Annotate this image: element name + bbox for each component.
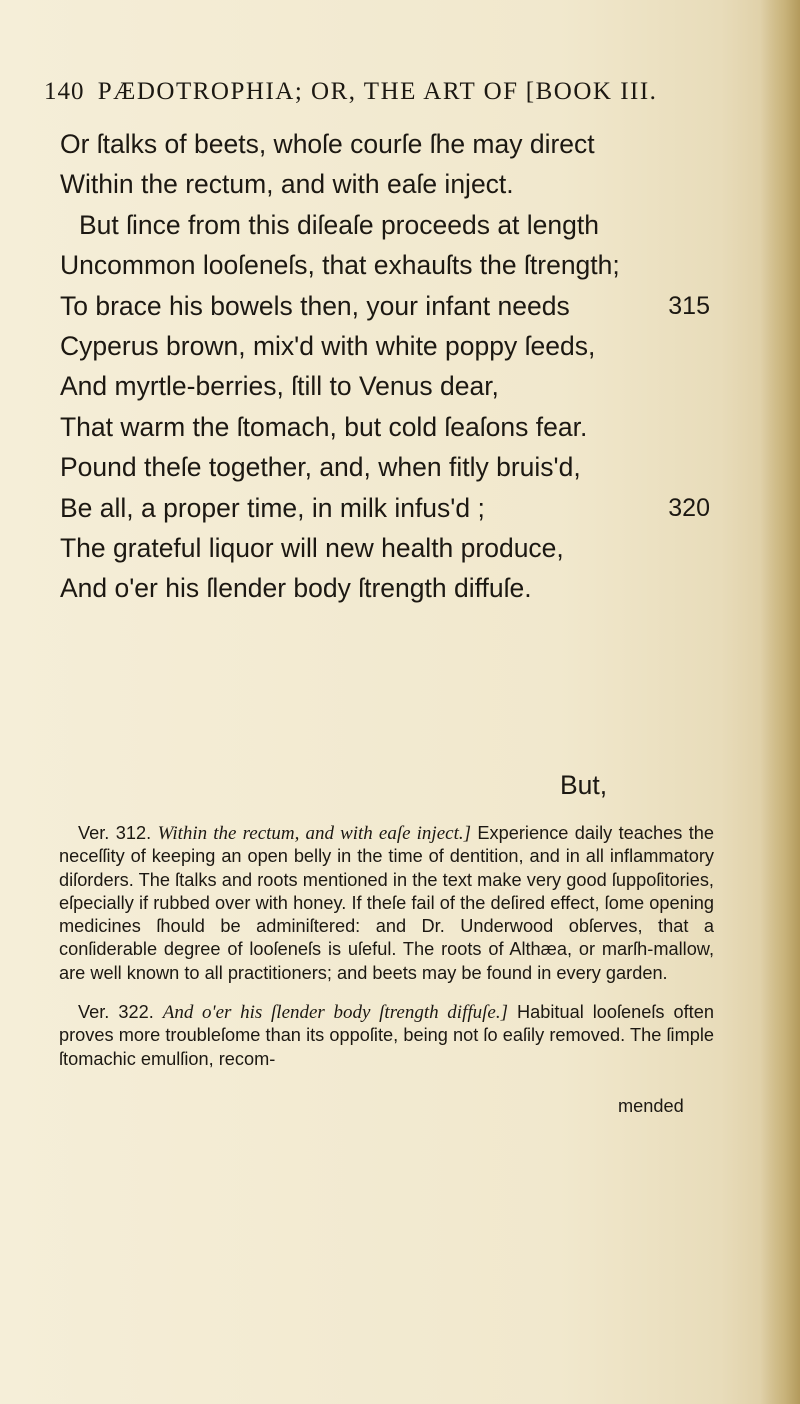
verse-line: Pound theſe together, and, when fitly bruis'd,	[60, 452, 581, 483]
catchword: But,	[560, 770, 608, 800]
footnote	[59, 822, 714, 985]
verse-line: To brace his bowels then, your infant needs 315	[60, 286, 710, 326]
note-body: Habitual looſeneſs often proves more troubleſome than its oppoſite, being not ſo eaſily removed. The ſimple ſtomachic emulſion, recom-	[59, 1002, 714, 1069]
verse-block	[60, 124, 710, 609]
running-header	[44, 78, 724, 106]
verse-line: But ſince from this diſeaſe proceeds at length	[79, 209, 599, 240]
footnotes	[59, 822, 714, 1071]
verse-line: And o'er his ſlender body ſtrength diffuſe.	[60, 573, 532, 604]
note-ref: Ver. 322.	[78, 1002, 154, 1023]
line-number: 320	[668, 493, 710, 522]
verse-line: Cyperus brown, mix'd with white poppy ſeeds,	[60, 330, 596, 361]
footnote	[59, 1001, 714, 1071]
page-edge	[760, 0, 800, 1404]
verse-line: Uncommon looſeneſs, that exhauſts the ſtrength;	[60, 250, 620, 281]
running-title: PÆDOTROPHIA; OR, THE ART OF	[97, 78, 519, 105]
book-marker: [BOOK III.	[525, 78, 658, 105]
page-number: 140	[44, 78, 85, 105]
notes-catchword: mended	[618, 1096, 684, 1116]
line-number: 315	[668, 291, 710, 320]
verse-line: The grateful liquor will new health produce,	[60, 532, 564, 563]
verse-line: And myrtle-berries, ſtill to Venus dear,	[60, 371, 499, 402]
note-body: Experience daily teaches the neceſſity of keeping an open belly in the time of dentition, and in all inflammatory diſorders. The ſtalks and roots mentioned in the text make very good ſuppoſitories, eſpecially if rubbed over with honey. If theſe fail of the deſired effect, ſome opening medicines ſhould be adminiſtered: and Dr. Underwood obſerves, that a conſiderable degree of looſeneſs is uſeful. The roots of Althæa, or marſh-mallow, are well known to all practitioners; and beets may be found in every garden.	[59, 823, 714, 983]
note-ref: Ver. 312.	[78, 823, 152, 843]
note-lemma: And o'er his ſlender body ſtrength diffuſe.]	[162, 1002, 508, 1024]
verse-line: Within the rectum, and with eaſe inject.	[60, 169, 514, 200]
verse-line: That warm the ſtomach, but cold ſeaſons fear.	[60, 411, 588, 442]
verse-line: Or ſtalks of beets, whoſe courſe ſhe may direct	[60, 129, 595, 159]
verse-line: Be all, a proper time, in milk infus'd ; 320	[60, 488, 710, 528]
note-lemma: Within the rectum, and with eaſe inject.]	[157, 823, 471, 844]
